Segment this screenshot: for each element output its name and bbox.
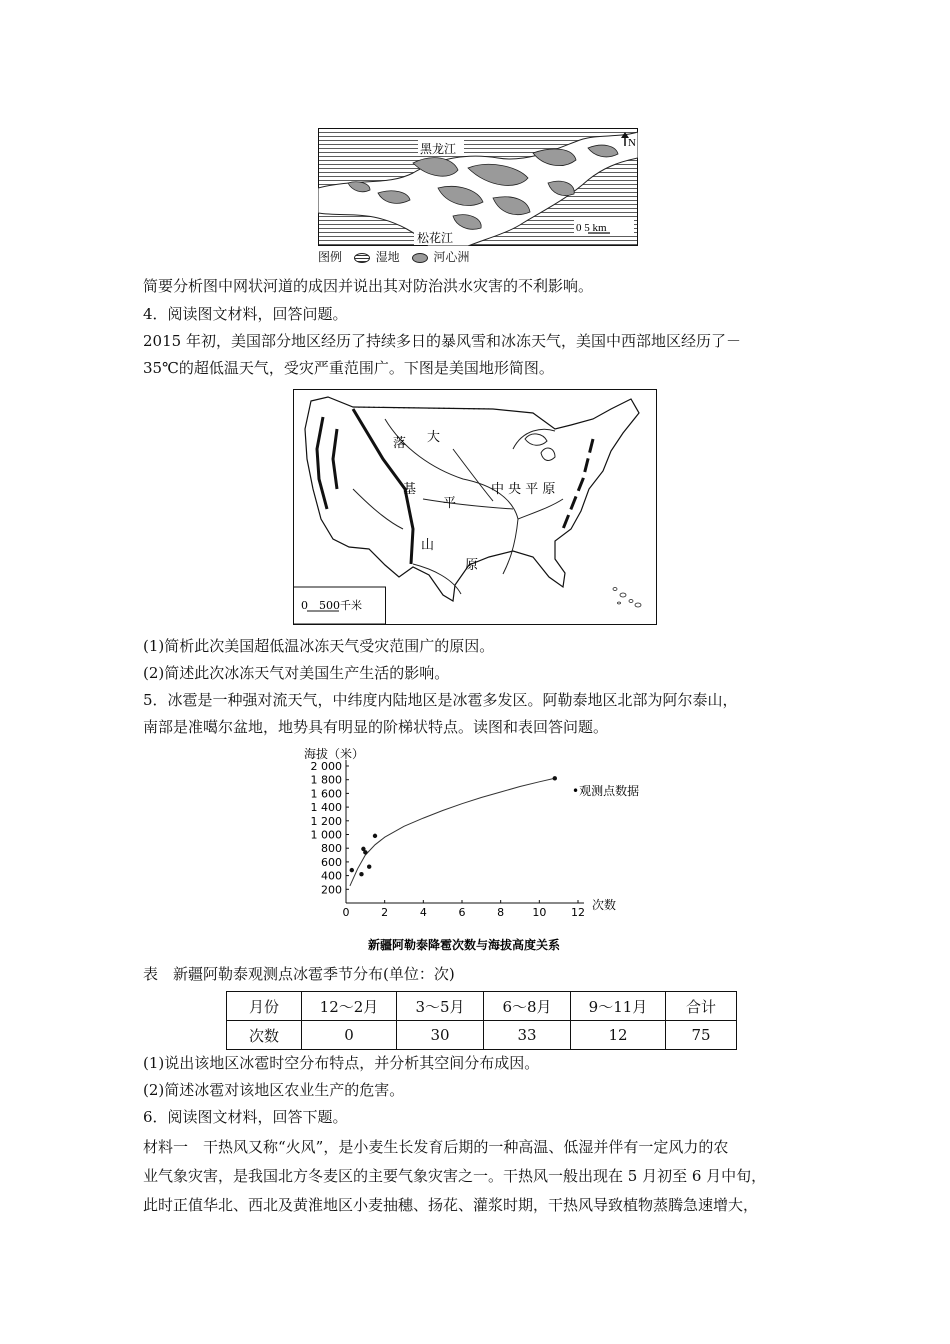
island-swatch-icon (412, 253, 428, 263)
q4-para-1: 2015 年初，美国部分地区经历了持续多日的暴风雪和冰冻天气，美国中西部地区经历了－ (143, 332, 741, 350)
q6-para-1: 材料一 干热风又称“火风”，是小麦生长发育后期的一种高温、低湿并伴有一定风力的农 (143, 1138, 729, 1156)
x-tick-label: 2 (381, 906, 389, 919)
y-tick-label: 1 600 (310, 787, 342, 801)
table-cell: 0 (302, 1021, 397, 1050)
table-header-cell: 3～5月 (397, 992, 484, 1021)
rocky-label-2: 基 (403, 482, 417, 497)
wetland-swatch-icon (354, 253, 370, 263)
observation-point (350, 868, 354, 872)
x-tick-label: 8 (497, 906, 505, 919)
y-tick-label: 1 400 (310, 801, 342, 815)
north-label: N (628, 137, 636, 149)
hail-season-table (226, 991, 737, 1050)
us-map-scale: 0 500千米 (301, 599, 362, 612)
q4-para-2: 35℃的超低温天气，受灾严重范围广。下图是美国地形简图。 (143, 359, 554, 377)
q4-sub1: (1)简析此次美国超低温冰冻天气受灾范围广的原因。 (143, 637, 495, 655)
heilongjiang-label: 黑龙江 (420, 142, 457, 156)
y-tick-label: 2 000 (310, 760, 342, 773)
table-header-cell: 月份 (227, 992, 302, 1021)
chart-title: 新疆阿勒泰降雹次数与海拔高度关系 (368, 938, 561, 952)
us-terrain-map (293, 389, 657, 625)
rocky-label-1: 落 (393, 436, 407, 451)
y-tick-label: 600 (321, 855, 342, 869)
x-tick-label: 0 (342, 906, 350, 919)
q6-para-2: 业气象灾害，是我国北方冬麦区的主要气象灾害之一。干热风一般出现在 5 月初至 6 月中旬， (143, 1167, 767, 1185)
y-tick-label: 1 200 (310, 814, 342, 828)
legend-prefix: 图例 (318, 250, 343, 264)
observation-point (553, 776, 557, 780)
y-tick-label: 400 (321, 869, 342, 883)
hail-altitude-chart (290, 746, 660, 956)
songhuajiang-label: 松花江 (417, 231, 454, 245)
rocky-label-3: 山 (421, 538, 435, 553)
braided-river-map (318, 128, 638, 246)
table-header-cell: 合计 (666, 992, 737, 1021)
table-cell: 75 (666, 1021, 737, 1050)
legend-island-label: 河心洲 (433, 250, 470, 264)
table-cell: 33 (484, 1021, 571, 1050)
table-header-cell: 6～8月 (484, 992, 571, 1021)
q5-para-2: 南部是准噶尔盆地，地势具有明显的阶梯状特点。读图和表回答问题。 (143, 718, 609, 736)
chart-ylabel: 海拔（米） (304, 747, 365, 761)
q4-sub2: (2)简述此次冰冻天气对美国生产生活的影响。 (143, 664, 450, 682)
q6-title: 6．阅读图文材料，回答下题。 (143, 1108, 348, 1126)
plains-label-3: 原 (465, 558, 479, 573)
plains-label-1: 大 (427, 430, 441, 445)
observation-point (373, 834, 377, 838)
trend-line (350, 778, 555, 886)
table-header-cell: 9～11月 (571, 992, 666, 1021)
table-cell: 次数 (227, 1021, 302, 1050)
table-header-cell: 12～2月 (302, 992, 397, 1021)
plains-label-2: 平 (443, 496, 457, 511)
q5-sub1: (1)说出该地区冰雹时空分布特点，并分析其空间分布成因。 (143, 1054, 540, 1072)
x-tick-label: 10 (532, 906, 547, 919)
table-header-row (227, 992, 737, 1021)
legend-wetland-label: 湿地 (375, 250, 400, 264)
table-cell: 12 (571, 1021, 666, 1050)
chart-xlabel: 次数 (592, 898, 617, 912)
table-cell: 30 (397, 1021, 484, 1050)
table-caption: 表 新疆阿勒泰观测点冰雹季节分布(单位：次) (143, 965, 455, 983)
x-tick-label: 4 (419, 906, 427, 919)
x-tick-label: 6 (458, 906, 466, 919)
hail-altitude-chart-svg (290, 746, 660, 956)
central-plains-label: 中 央 平 原 (491, 482, 556, 497)
q4-title: 4．阅读图文材料，回答问题。 (143, 305, 348, 323)
chart-legend: •观测点数据 (572, 784, 640, 798)
q5-para-1: 5．冰雹是一种强对流天气，中纬度内陆地区是冰雹多发区。阿勒泰地区北部为阿尔泰山， (143, 691, 738, 709)
map1-scale: 0 5 km (576, 222, 607, 234)
q3-question: 简要分析图中网状河道的成因并说出其对防治洪水灾害的不利影响。 (143, 277, 594, 295)
braided-river-map-figure (318, 128, 638, 246)
y-tick-label: 1 800 (310, 773, 342, 787)
observation-point (367, 864, 371, 868)
us-terrain-map-figure (293, 389, 657, 625)
observation-point (359, 872, 363, 876)
table-row (227, 1021, 737, 1050)
y-tick-label: 800 (321, 842, 342, 856)
q6-para-3: 此时正值华北、西北及黄淮地区小麦抽穗、扬花、灌浆时期，干热风导致植物蒸腾急速增大， (143, 1196, 759, 1214)
y-tick-label: 1 000 (310, 828, 342, 842)
observation-point (363, 850, 367, 854)
map1-legend (318, 249, 618, 265)
q5-sub2: (2)简述冰雹对该地区农业生产的危害。 (143, 1081, 405, 1099)
x-tick-label: 12 (571, 906, 585, 919)
y-tick-label: 200 (321, 883, 342, 897)
